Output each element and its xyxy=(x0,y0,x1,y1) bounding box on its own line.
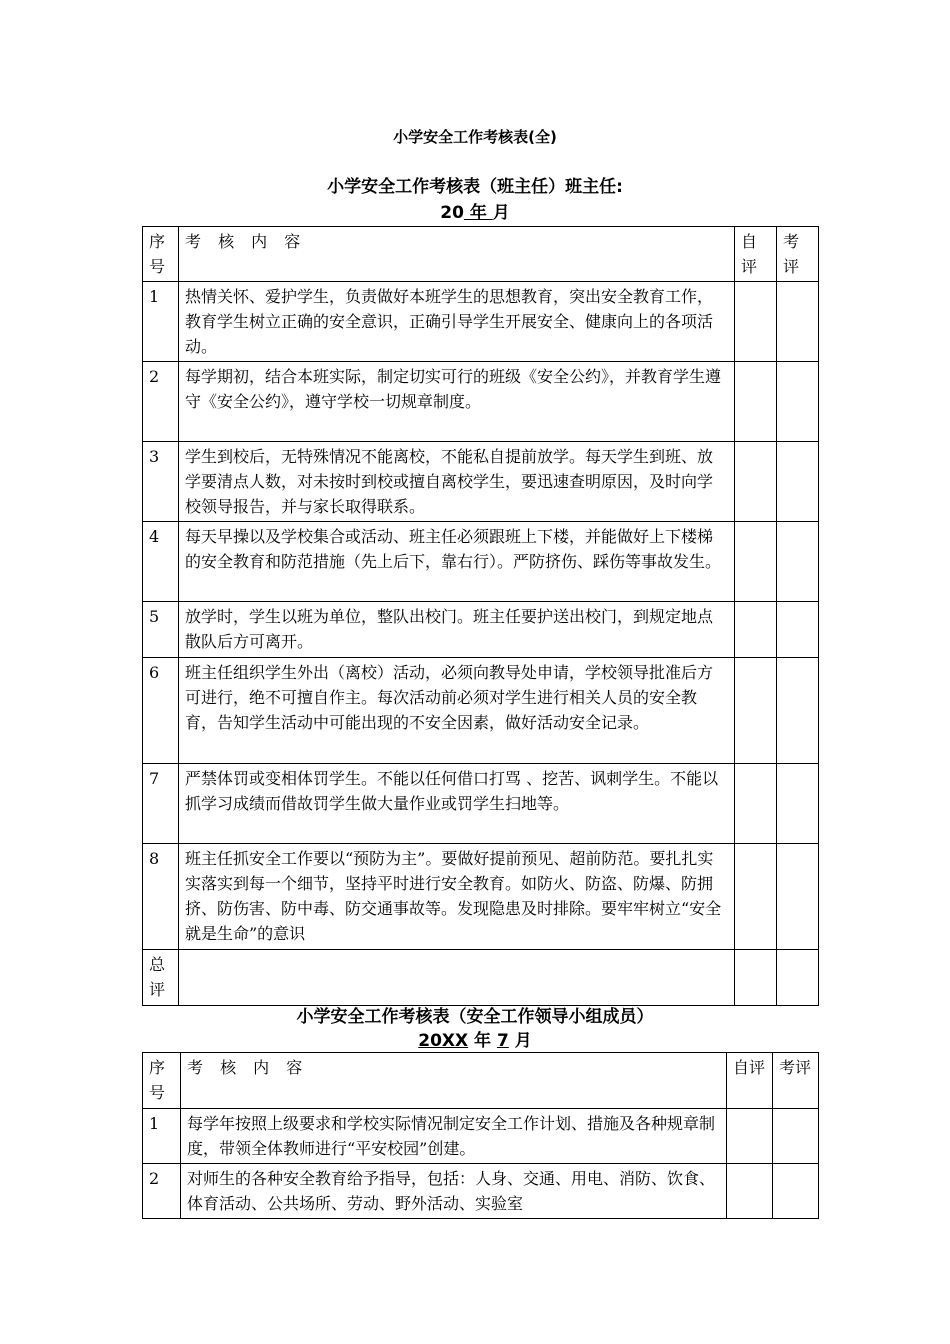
summary-review-cell[interactable] xyxy=(777,950,819,1006)
row-content: 每天早操以及学校集合或活动、班主任必须跟班上下楼，并能做好上下楼梯的安全教育和防范措施（先上后下，靠右行）。严防挤伤、踩伤等事故发生。 xyxy=(179,522,735,602)
row-number: 3 xyxy=(143,442,179,522)
table2-date-month-num: 7 xyxy=(496,1031,509,1051)
row-content: 班主任组织学生外出（离校）活动，必须向教导处申请，学校领导批准后方可进行，绝不可擅自作主。每次活动前必须对学生进行相关人员的安全教育，告知学生活动中可能出现的不安全因素，做好活动安全记录。 xyxy=(179,658,735,764)
review-cell[interactable] xyxy=(777,764,819,844)
table-row xyxy=(143,522,819,602)
row-number: 8 xyxy=(143,844,179,950)
header-seq: 序号 xyxy=(143,1053,181,1109)
header-self-eval: 自评 xyxy=(727,1053,773,1109)
self-eval-cell[interactable] xyxy=(735,522,777,602)
row-content: 每学年按照上级要求和学校实际情况制定安全工作计划、措施及各种规章制度，带领全体教师进行“平安校园”创建。 xyxy=(181,1109,727,1164)
row-number: 6 xyxy=(143,658,179,764)
table-row xyxy=(143,362,819,442)
row-number: 4 xyxy=(143,522,179,602)
self-eval-cell[interactable] xyxy=(735,362,777,442)
table2-date-mid: 年 xyxy=(468,1031,497,1051)
row-content: 对师生的各种安全教育给予指导，包括：人身、交通、用电、消防、饮食、体育活动、公共场所、劳动、野外活动、实验室 xyxy=(181,1164,727,1219)
self-eval-cell[interactable] xyxy=(735,764,777,844)
table2-date-year: 20XX xyxy=(418,1031,469,1051)
table2-date-month: 月 xyxy=(508,1031,532,1051)
table-row xyxy=(143,442,819,522)
row-number: 2 xyxy=(143,362,179,442)
review-cell[interactable] xyxy=(777,282,819,362)
review-cell[interactable] xyxy=(777,602,819,658)
header-review: 考评 xyxy=(777,227,819,282)
row-content: 热情关怀、爱护学生，负责做好本班学生的思想教育，突出安全教育工作，教育学生树立正确的安全意识，正确引导学生开展安全、健康向上的各项活动。 xyxy=(179,282,735,362)
row-content: 严禁体罚或变相体罚学生。不能以任何借口打骂 、挖苦、讽刺学生。不能以抓学习成绩而借故罚学生做大量作业或罚学生扫地等。 xyxy=(179,764,735,844)
row-content: 放学时，学生以班为单位，整队出校门。班主任要护送出校门，到规定地点散队后方可离开。 xyxy=(179,602,735,658)
table1-class-teacher xyxy=(142,226,819,1006)
row-content: 班主任抓安全工作要以“预防为主”。要做好提前预见、超前防范。要扎扎实实落实到每一个细节，坚持平时进行安全教育。如防火、防盗、防爆、防拥挤、防伤害、防中毒、防交通事故等。发现隐患及时排除。要牢牢树立“安全就是生命”的意识 xyxy=(179,844,735,950)
table1-date-mid: 年 xyxy=(463,203,493,223)
row-number: 1 xyxy=(143,1109,181,1164)
table1-date-year: 20 xyxy=(440,203,464,223)
row-number: 1 xyxy=(143,282,179,362)
table-row xyxy=(143,602,819,658)
table2-heading: 小学安全工作考核表（安全工作领导小组成员） xyxy=(296,1007,654,1027)
row-number: 2 xyxy=(143,1164,181,1219)
summary-self-eval-cell[interactable] xyxy=(735,950,777,1006)
table1-date-month: 月 xyxy=(492,203,510,223)
table1-heading: 小学安全工作考核表（班主任）班主任: xyxy=(327,177,623,197)
review-cell[interactable] xyxy=(777,844,819,950)
self-eval-cell[interactable] xyxy=(735,442,777,522)
row-content: 每学期初，结合本班实际，制定切实可行的班级《安全公约》，并教育学生遵守《安全公约》，遵守学校一切规章制度。 xyxy=(179,362,735,442)
self-eval-cell[interactable] xyxy=(727,1109,773,1164)
table2-header-row xyxy=(143,1053,819,1109)
self-eval-cell[interactable] xyxy=(735,658,777,764)
self-eval-cell[interactable] xyxy=(735,602,777,658)
table-row xyxy=(143,1164,819,1219)
table1-date xyxy=(0,201,950,225)
header-review: 考评 xyxy=(773,1053,819,1109)
row-number: 5 xyxy=(143,602,179,658)
self-eval-cell[interactable] xyxy=(735,844,777,950)
table-row xyxy=(143,764,819,844)
table2-leadership-group xyxy=(142,1052,819,1219)
document-title: 小学安全工作考核表(全) xyxy=(393,128,557,146)
summary-label: 总评 xyxy=(143,950,179,1006)
review-cell[interactable] xyxy=(777,522,819,602)
header-seq: 序号 xyxy=(143,227,179,282)
self-eval-cell[interactable] xyxy=(735,282,777,362)
row-number: 7 xyxy=(143,764,179,844)
row-content: 学生到校后，无特殊情况不能离校，不能私自提前放学。每天学生到班、放学要清点人数，对未按时到校或擅自离校学生，要迅速查明原因，及时向学校领导报告，并与家长取得联系。 xyxy=(179,442,735,522)
self-eval-cell[interactable] xyxy=(727,1164,773,1219)
table-row xyxy=(143,658,819,764)
table-row xyxy=(143,844,819,950)
review-cell[interactable] xyxy=(777,658,819,764)
review-cell[interactable] xyxy=(777,362,819,442)
header-content: 考 核 内 容 xyxy=(179,227,735,282)
header-content: 考 核 内 容 xyxy=(181,1053,727,1109)
header-self-eval: 自评 xyxy=(735,227,777,282)
table-row xyxy=(143,1109,819,1164)
table-row xyxy=(143,282,819,362)
review-cell[interactable] xyxy=(773,1109,819,1164)
review-cell[interactable] xyxy=(773,1164,819,1219)
review-cell[interactable] xyxy=(777,442,819,522)
table2-date xyxy=(0,1029,950,1053)
summary-content-cell[interactable] xyxy=(179,950,735,1006)
summary-row xyxy=(143,950,819,1006)
table1-header-row xyxy=(143,227,819,282)
